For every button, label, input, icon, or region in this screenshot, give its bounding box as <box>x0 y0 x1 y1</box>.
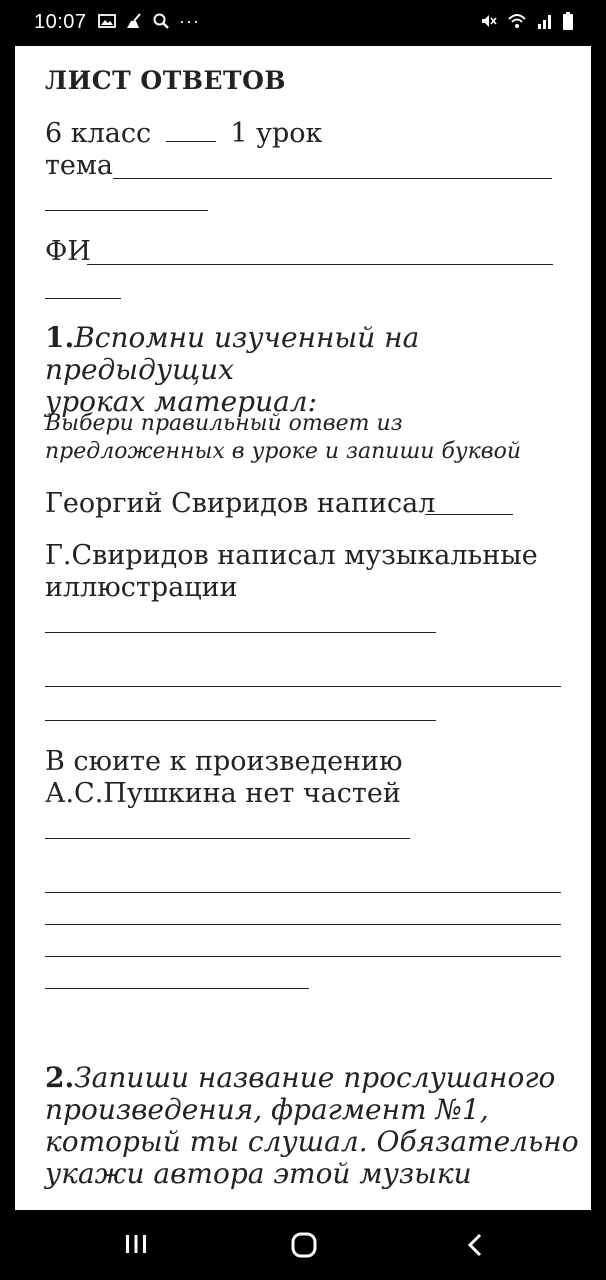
question-1-item-1: Георгий Свиридов написал <box>45 488 436 519</box>
search-icon <box>152 12 170 30</box>
question-1-instruction: Выбери правильный ответ из предложенных в уроке и запиши буквой <box>45 411 521 464</box>
mute-icon <box>480 12 498 30</box>
item-3-answer-line-4 <box>45 956 561 957</box>
image-icon <box>98 12 116 30</box>
lesson-label: 1 урок <box>230 118 323 149</box>
topic-underline-2 <box>45 210 208 211</box>
class-blank <box>166 141 216 142</box>
wifi-icon <box>506 12 528 30</box>
question-2-heading: 2.Запиши название прослушаного произведения, фрагмент №1, который ты слушал. Обязательно укажи автора этой музыки <box>45 1061 579 1190</box>
question-1-heading: 1.Вспомни изученный на предыдущих уроках материал: <box>45 321 420 418</box>
item-2-answer-line-3 <box>45 720 436 721</box>
class-label: 6 класс <box>45 118 152 149</box>
recent-apps-icon[interactable] <box>124 1232 148 1256</box>
item-2-answer-line-1 <box>45 632 436 633</box>
answer-sheet-page[interactable] <box>15 46 591 1210</box>
topic-label: тема <box>45 150 114 181</box>
status-time: 10:07 <box>34 11 87 33</box>
home-icon[interactable] <box>291 1232 317 1258</box>
more-icon: ··· <box>179 11 200 31</box>
topic-underline <box>113 178 552 179</box>
question-1-item-3: В сюите к произведению А.С.Пушкина нет частей <box>45 746 403 809</box>
navigation-bar <box>0 1210 606 1280</box>
name-underline <box>87 264 553 265</box>
grade-line <box>45 118 322 150</box>
item-3-answer-line-5 <box>45 988 309 989</box>
battery-icon <box>562 12 574 30</box>
item-1-blank <box>425 514 513 515</box>
status-bar <box>0 0 606 46</box>
item-3-answer-line-2 <box>45 892 561 893</box>
name-label: ФИ <box>45 236 91 267</box>
item-2-answer-line-2 <box>45 686 561 687</box>
signal-icon <box>536 12 554 30</box>
item-3-answer-line-1 <box>45 838 410 839</box>
page-title: ЛИСТ ОТВЕТОВ <box>45 66 287 95</box>
back-icon[interactable] <box>464 1232 486 1258</box>
item-3-answer-line-3 <box>45 924 561 925</box>
question-1-item-2: Г.Свиридов написал музыкальные иллюстрации <box>45 540 538 603</box>
name-underline-2 <box>45 298 121 299</box>
cleaner-icon <box>125 12 143 30</box>
